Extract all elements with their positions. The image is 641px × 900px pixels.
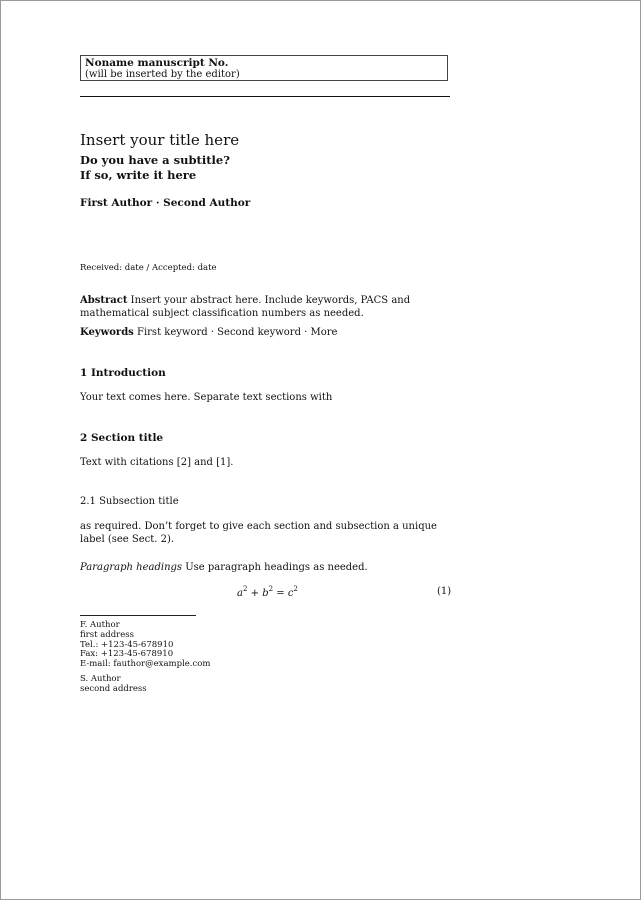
abstract-text: Insert your abstract here. Include keywords, PACS and mathematical subject classification numbers as needed. xyxy=(80,295,411,319)
equation-number: (1) xyxy=(437,586,452,597)
introduction-text: Your text comes here. Separate text sections with xyxy=(80,392,333,403)
footnote-line: E-mail: fauthor@example.com xyxy=(80,659,211,670)
section-heading-introduction: 1 Introduction xyxy=(80,367,166,379)
paragraph-heading-text: Use paragraph headings as needed. xyxy=(185,562,368,573)
footnote-line: Fax: +123-45-678910 xyxy=(80,649,174,660)
eq-var-b: b xyxy=(262,588,269,599)
keywords-text: First keyword · Second keyword · More xyxy=(137,327,338,338)
eq-var-c: c xyxy=(287,588,294,599)
header-rule xyxy=(80,96,450,97)
eq-var-a: a xyxy=(237,588,243,599)
subsection-text: as required. Don’t forget to give each section and subsection a unique label (see Sect. 2). xyxy=(80,521,437,545)
eq-exp-a: 2 xyxy=(242,585,248,593)
keywords-label: Keywords xyxy=(80,327,134,338)
eq-exp-b: 2 xyxy=(268,585,274,593)
footnote-line: Tel.: +123-45-678910 xyxy=(80,639,174,650)
footnote-line: S. Author xyxy=(80,674,121,684)
footnote-line: first address xyxy=(80,629,134,640)
footnote-rule xyxy=(80,615,196,616)
footnote-line: F. Author xyxy=(80,620,120,630)
author-list: First Author · Second Author xyxy=(80,197,251,209)
paragraph-heading-label: Paragraph headings xyxy=(80,562,183,573)
editor-note: (will be inserted by the editor) xyxy=(85,69,240,80)
manuscript-number: Noname manuscript No. xyxy=(85,57,229,69)
manuscript-number-box xyxy=(80,55,448,81)
paragraph-heading-block xyxy=(80,562,452,575)
footnote-second-author xyxy=(80,675,147,695)
section-heading-2: 2 Section title xyxy=(80,432,164,444)
abstract xyxy=(80,295,452,320)
footnote-first-author xyxy=(80,621,210,670)
paper-subtitle xyxy=(80,153,230,183)
keywords xyxy=(80,327,452,340)
abstract-label: Abstract xyxy=(80,295,128,306)
eq-exp-c: 2 xyxy=(293,585,298,593)
received-date: Received: date / Accepted: date xyxy=(80,263,217,273)
subsection-heading: 2.1 Subsection title xyxy=(80,496,179,507)
equation: $a^2 + b^2 = c^2$ xyxy=(237,585,298,599)
paper-title: Insert your title here xyxy=(80,131,240,149)
subtitle-line-2: If so, write it here xyxy=(80,168,197,182)
footnote-line: second address xyxy=(80,683,147,694)
subtitle-line-1: Do you have a subtitle? xyxy=(80,153,230,167)
section-2-text: Text with citations [2] and [1]. xyxy=(80,457,234,468)
